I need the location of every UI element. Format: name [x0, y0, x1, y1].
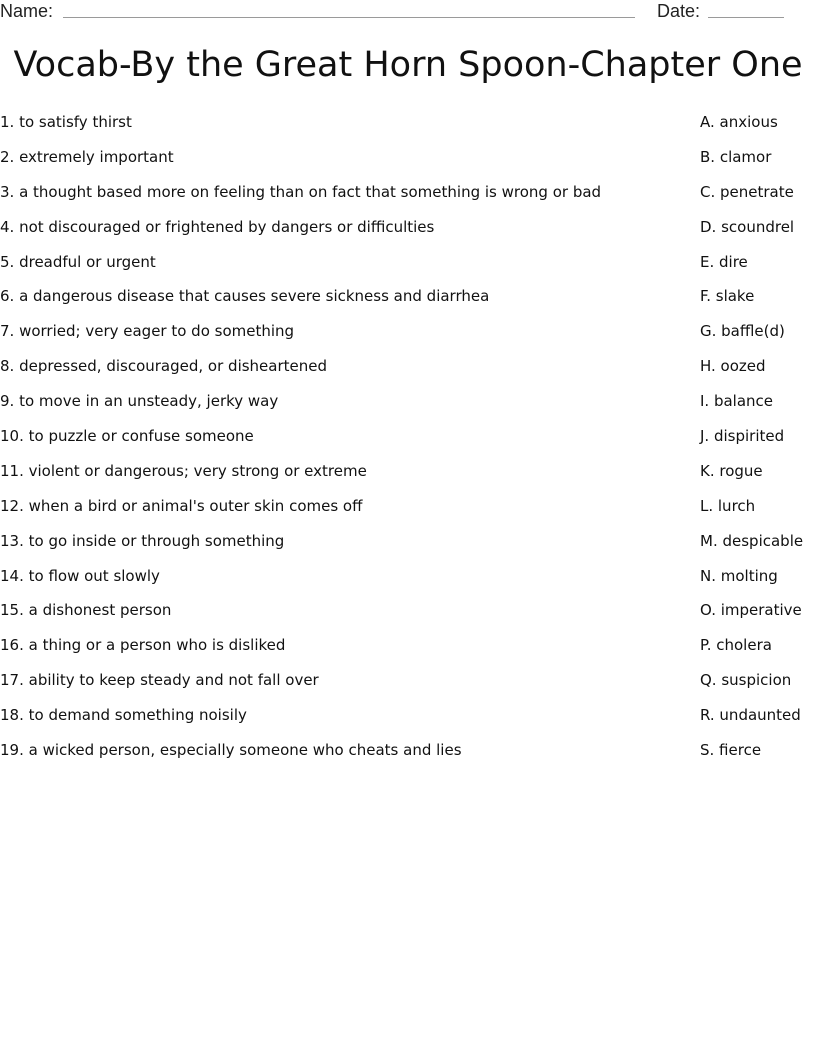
definition-item: 14. to flow out slowly — [0, 566, 160, 585]
worksheet-title: Vocab-By the Great Horn Spoon-Chapter One — [13, 45, 803, 85]
definition-item: 10. to puzzle or confuse someone — [0, 427, 254, 446]
word-bank-item: F. slake — [700, 287, 755, 306]
definition-item: 13. to go inside or through something — [0, 531, 285, 550]
word-bank-item: K. rogue — [700, 461, 763, 480]
definition-item: 19. a wicked person, especially someone who cheats and lies — [0, 741, 462, 760]
word-bank-item: E. dire — [700, 252, 748, 271]
definition-item: 17. ability to keep steady and not fall over — [0, 671, 319, 690]
worksheet-header — [0, 0, 816, 24]
definition-item: 12. when a bird or animal's outer skin comes off — [0, 496, 363, 515]
definition-item: 8. depressed, discouraged, or disheartened — [0, 357, 328, 376]
definition-item: 6. a dangerous disease that causes severe sickness and diarrhea — [0, 287, 490, 306]
definition-item: 15. a dishonest person — [0, 601, 172, 620]
definitions-list — [0, 112, 680, 775]
word-bank-item: D. scoundrel — [700, 217, 795, 236]
word-bank-item: N. molting — [700, 566, 778, 585]
word-bank-item: C. penetrate — [700, 182, 794, 201]
word-bank-item: P. cholera — [700, 636, 772, 655]
name-blank-line — [63, 17, 635, 18]
definition-item: 11. violent or dangerous; very strong or extreme — [0, 461, 367, 480]
definition-item: 1. to satisfy thirst — [0, 113, 132, 131]
word-bank-item: Q. suspicion — [700, 671, 792, 690]
word-bank-item: M. despicable — [700, 531, 804, 550]
definition-item: 3. a thought based more on feeling than on fact that something is wrong or bad — [0, 182, 602, 201]
definition-item: 4. not discouraged or frightened by dangers or difficulties — [0, 217, 435, 236]
name-label: Name: — [0, 1, 54, 21]
date-label: Date: — [657, 1, 701, 21]
word-bank-item: S. fierce — [700, 741, 762, 760]
word-bank-item: L. lurch — [700, 496, 756, 515]
word-bank-item: I. balance — [700, 392, 774, 411]
word-bank-item: O. imperative — [700, 601, 802, 620]
word-bank-item: J. dispirited — [700, 427, 785, 446]
definition-item: 7. worried; very eager to do something — [0, 322, 295, 341]
word-bank-item: G. baffle(d) — [700, 322, 785, 341]
definition-item: 5. dreadful or urgent — [0, 252, 156, 271]
definition-item: 18. to demand something noisily — [0, 706, 247, 725]
date-blank-line — [708, 17, 784, 18]
word-bank-item: A. anxious — [700, 113, 778, 131]
definition-item: 2. extremely important — [0, 147, 174, 166]
definition-item: 16. a thing or a person who is disliked — [0, 636, 286, 655]
definition-item: 9. to move in an unsteady, jerky way — [0, 392, 279, 411]
word-bank-item: H. oozed — [700, 357, 766, 376]
word-bank-item: R. undaunted — [700, 706, 801, 725]
word-bank-item: B. clamor — [700, 147, 772, 166]
word-bank-list — [700, 112, 816, 775]
